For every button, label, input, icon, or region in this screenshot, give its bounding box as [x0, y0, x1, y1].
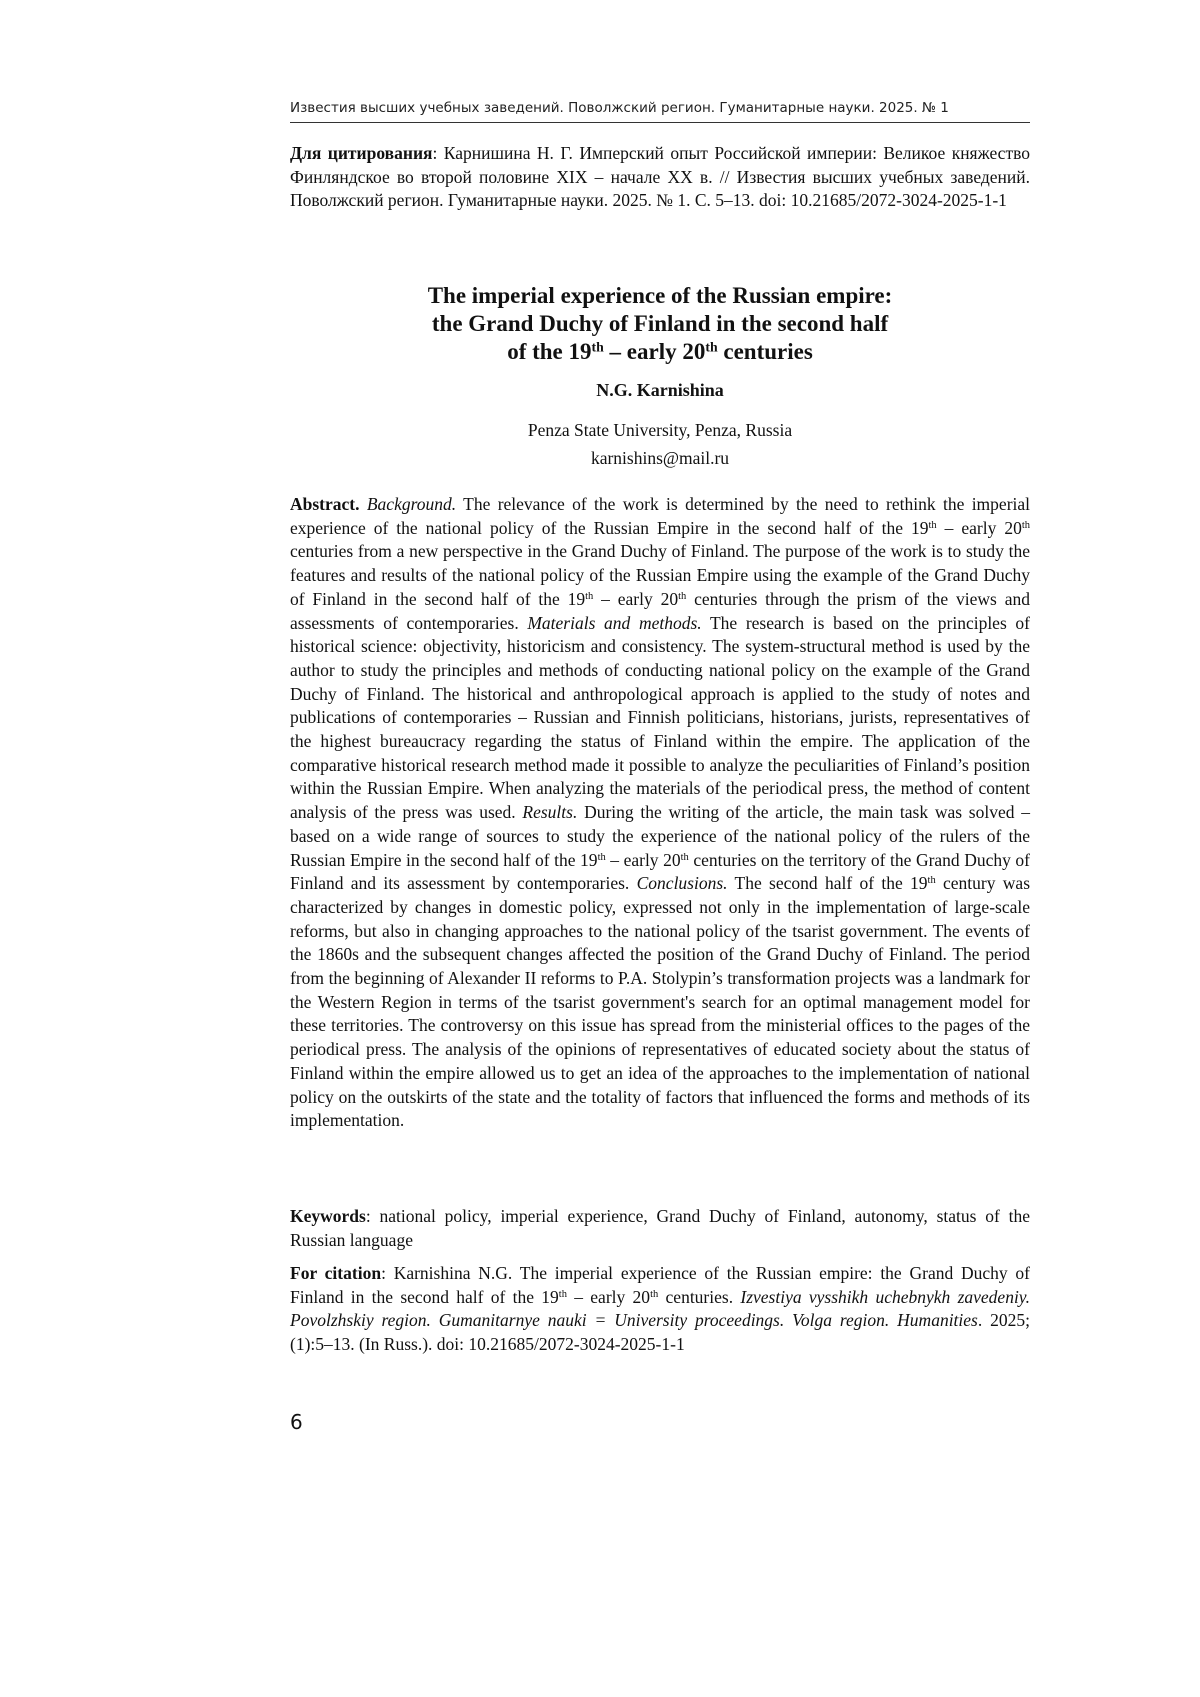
materials-label: Materials and methods. — [527, 612, 702, 633]
page-number: 6 — [290, 1410, 303, 1434]
abstract: Abstract. Background. The relevance of the work is determined by the need to rethink the imperial experience of the national policy of the Russian Empire in the second half of the 19th – early 20th centuries from a new perspective in the Grand Duchy of Finland. The purpose of the work is to study the features and results of the national policy of the Russian Empire using the example of the Grand Duchy of Finland in the second half of the 19th – early 20th centuries through the prism of the views and assessments of contemporaries. Materials and methods. The research is based on the principles of historical science: objectivity, historicism and consistency. The system-structural method is used by the author to study the principles and methods of conducting national policy on the example of the Grand Duchy of Finland. The historical and anthropological approach is applied to the study of notes and publications of contemporaries – Russian and Finnish politicians, historians, jurists, representatives of the highest bureaucracy regarding the status of Finland within the empire. The application of the comparative historical research method made it possible to analyze the peculiarities of Finland’s position within the Russian Empire. When analyzing the materials of the periodical press, the method of content analysis of the press was used. Results. During the writing of the article, the main task was solved – based on a wide range of sources to study the experience of the national policy of the rulers of the Russian Empire in the second half of the 19th – early 20th centuries on the territory of the Grand Duchy of Finland and its assessment by contemporaries. Conclusions. The second half of the 19th century was characterized by changes in domestic policy, expressed not only in the implementation of large-scale reforms, but also in changing approaches to the national policy of the tsarist government. The events of the 1860s and the subsequent changes affected the position of the Grand Duchy of Finland. The period from the beginning of Alexander II reforms to P.A. Stolypin’s transformation projects was a landmark for the Western Region in terms of the tsarist government's search for an optimal management model for these territories. The controversy on this issue has spread from the ministerial offices to the pages of the periodical press. The analysis of the opinions of representatives of educated society about the status of Finland within the empire allowed us to get an idea of the approaches to the implementation of national policy on the outskirts of the state and the totality of factors that influenced the forms and methods of its implementation. — [290, 494, 1031, 1131]
author-email: karnishins@mail.ru — [590, 448, 730, 468]
results-label: Results. — [522, 802, 578, 823]
journal-name: Izvestiya vysshikh uchebnykh zavedeniy. Povolzhskiy region. Gumanitarnye nauki = University proceedings. Volga region. Humanities — [290, 1286, 1030, 1330]
citation-ru-text: : Карнишина Н. Г. Имперский опыт Российской империи: Великое княжество Финляндское во второй половине XIX – начале XX в. // Известия высших учебных заведений. Поволжский регион. Гуманитарные науки. 2025. № 1. С. 5–13. doi: 10.21685/2072-3024-2025-1-1 — [290, 143, 1030, 210]
title-line-1: The imperial experience of the Russian empire: — [427, 283, 893, 308]
title-line-2: the Grand Duchy of Finland in the second half — [431, 311, 889, 336]
citation-en: For citation: Karnishina N.G. The imperial experience of the Russian empire: the Grand Duchy of Finland in the second half of the 19th – early 20th centuries. Izvestiya vysshikh uchebnykh zavedeniy. Povolzhskiy region. Gumanitarnye nauki = University proceedings. Volga region. Humanities. 2025;(1):5–13. (In Russ.). doi: 10.21685/2072-3024-2025-1-1 — [290, 1263, 1030, 1354]
author-affiliation — [290, 416, 1030, 472]
citation-en-label: For citation — [290, 1263, 382, 1283]
conclusions-label: Conclusions. — [636, 873, 728, 894]
author-name: N.G. Karnishina — [596, 380, 724, 400]
citation-ru-label: Для цитирования — [290, 143, 433, 163]
abstract-label: Abstract. — [290, 494, 360, 514]
title-line-3: of the 19th – early 20th centuries — [507, 339, 813, 364]
keywords-label: Keywords — [290, 1206, 366, 1226]
article-title — [290, 282, 1030, 366]
keywords — [290, 1205, 1030, 1252]
affiliation: Penza State University, Penza, Russia — [527, 420, 793, 440]
keywords-text: : national policy, imperial experience, Grand Duchy of Finland, autonomy, status of the Russian language — [290, 1206, 1030, 1250]
background-label: Background. — [366, 494, 457, 514]
running-header: Известия высших учебных заведений. Поволжский регион. Гуманитарные науки. 2025. № 1 — [290, 100, 1030, 123]
citation-ru — [290, 142, 1030, 213]
